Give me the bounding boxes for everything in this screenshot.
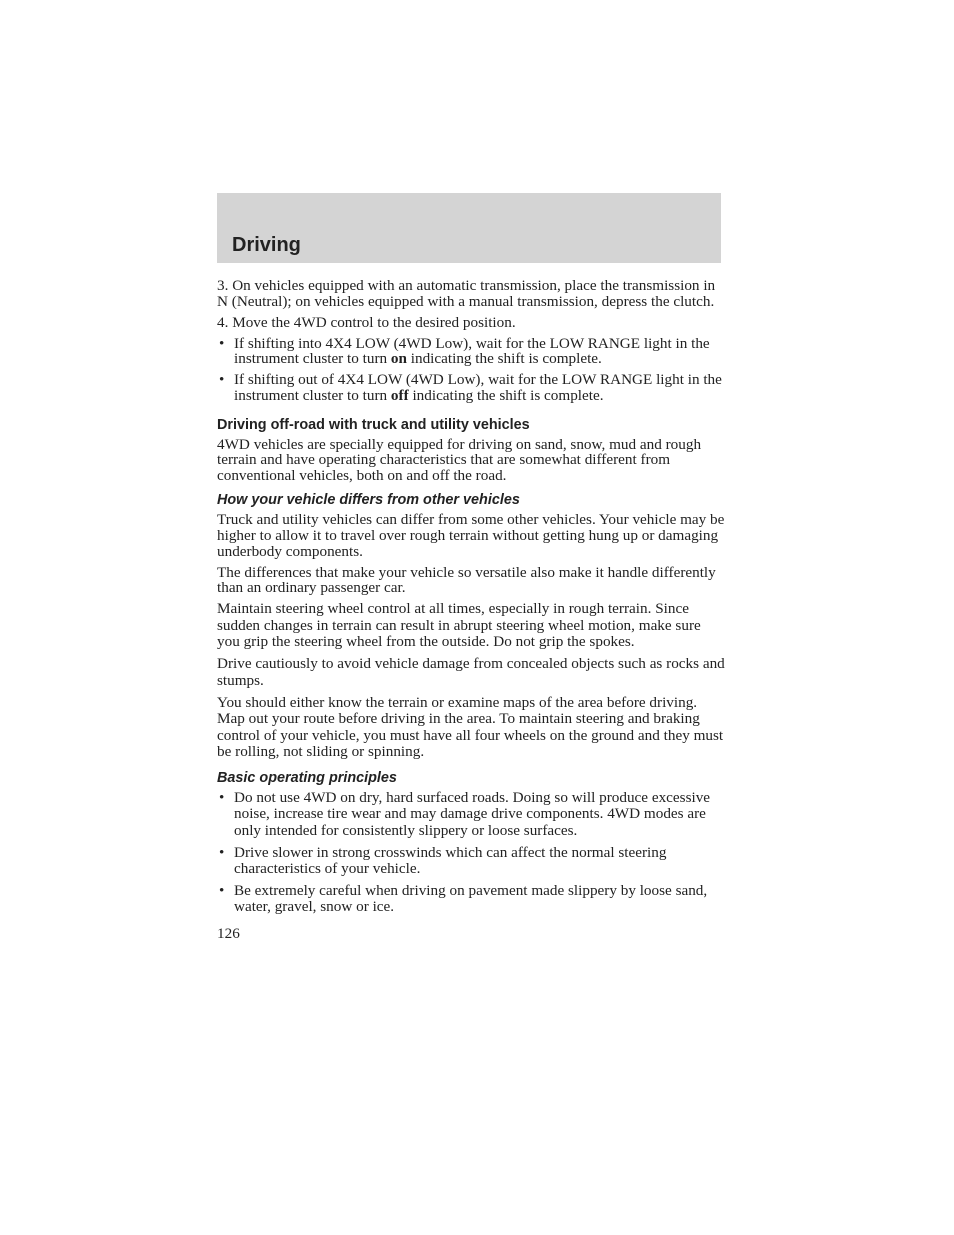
page-number: 126 <box>217 924 240 942</box>
shift-bullet-out-of-low <box>217 372 725 403</box>
section-header-band <box>217 193 721 263</box>
principles-bullet-list <box>217 790 725 916</box>
bullet-text: indicating the shift is complete. <box>406 350 602 368</box>
principles-bullet: • Be extremely careful when driving on pavement made slippery by loose sand, water, gravel, snow or ice. <box>217 883 725 916</box>
differs-paragraph: Maintain steering wheel control at all times, especially in rough terrain. Since sudden changes in terrain can result in abrupt steering wheel motion, make sure you grip the steering wheel from the outside. Do not grip the spokes. <box>217 600 701 651</box>
differs-paragraph: Truck and utility vehicles can differ from some other vehicles. Your vehicle may be higher to allow it to travel over rough terrain without getting hung up or damaging underbody components. <box>217 511 725 560</box>
shift-bullet-into-low <box>217 336 725 367</box>
bullet-text: If shifting into 4X4 LOW (4WD Low), wait for the LOW RANGE light in the instrument cluster to turn <box>234 334 710 368</box>
differs-paragraph: The differences that make your vehicle so versatile also make it handle differently than an ordinary passenger car. <box>217 563 716 597</box>
principles-bullet: • Drive slower in strong crosswinds which can affect the normal steering characteristics of your vehicle. <box>217 845 725 878</box>
offroad-heading: Driving off-road with truck and utility vehicles <box>217 416 530 433</box>
differs-heading: How your vehicle differs from other vehicles <box>217 492 520 509</box>
bullet-text: If shifting out of 4X4 LOW (4WD Low), wait for the LOW RANGE light in the instrument cluster to turn <box>234 371 722 405</box>
shift-bullet-list <box>217 336 725 404</box>
page-content <box>217 278 725 947</box>
step-3: 3. On vehicles equipped with an automatic transmission, place the transmission in N (Neutral); on vehicles equipped with a manual transmission, depress the clutch. <box>217 277 716 310</box>
bullet-emphasis: off <box>390 387 409 405</box>
principles-bullet: • Do not use 4WD on dry, hard surfaced roads. Doing so will produce excessive noise, increase tire wear and may damage drive components. 4WD modes are only intended for consistently slippery or loose surfaces. <box>217 790 725 839</box>
differs-paragraph: You should either know the terrain or examine maps of the area before driving. Map out your route before driving in the area. To maintain steering and braking control of your vehicle, you must have all four wheels on the ground and they must be rolling, not sliding or spinning. <box>217 693 724 761</box>
offroad-paragraph: 4WD vehicles are specially equipped for driving on sand, snow, mud and rough terrain and have operating characteristics that are somewhat different from conventional vehicles, both on and off the road. <box>217 435 702 484</box>
differs-paragraph: Drive cautiously to avoid vehicle damage from concealed objects such as rocks and stumps. <box>217 655 725 689</box>
step-4: 4. Move the 4WD control to the desired position. <box>217 313 516 331</box>
bullet-emphasis: on <box>390 350 407 368</box>
section-title: Driving <box>232 234 301 256</box>
bullet-text: indicating the shift is complete. <box>408 387 604 405</box>
principles-heading: Basic operating principles <box>217 769 397 786</box>
